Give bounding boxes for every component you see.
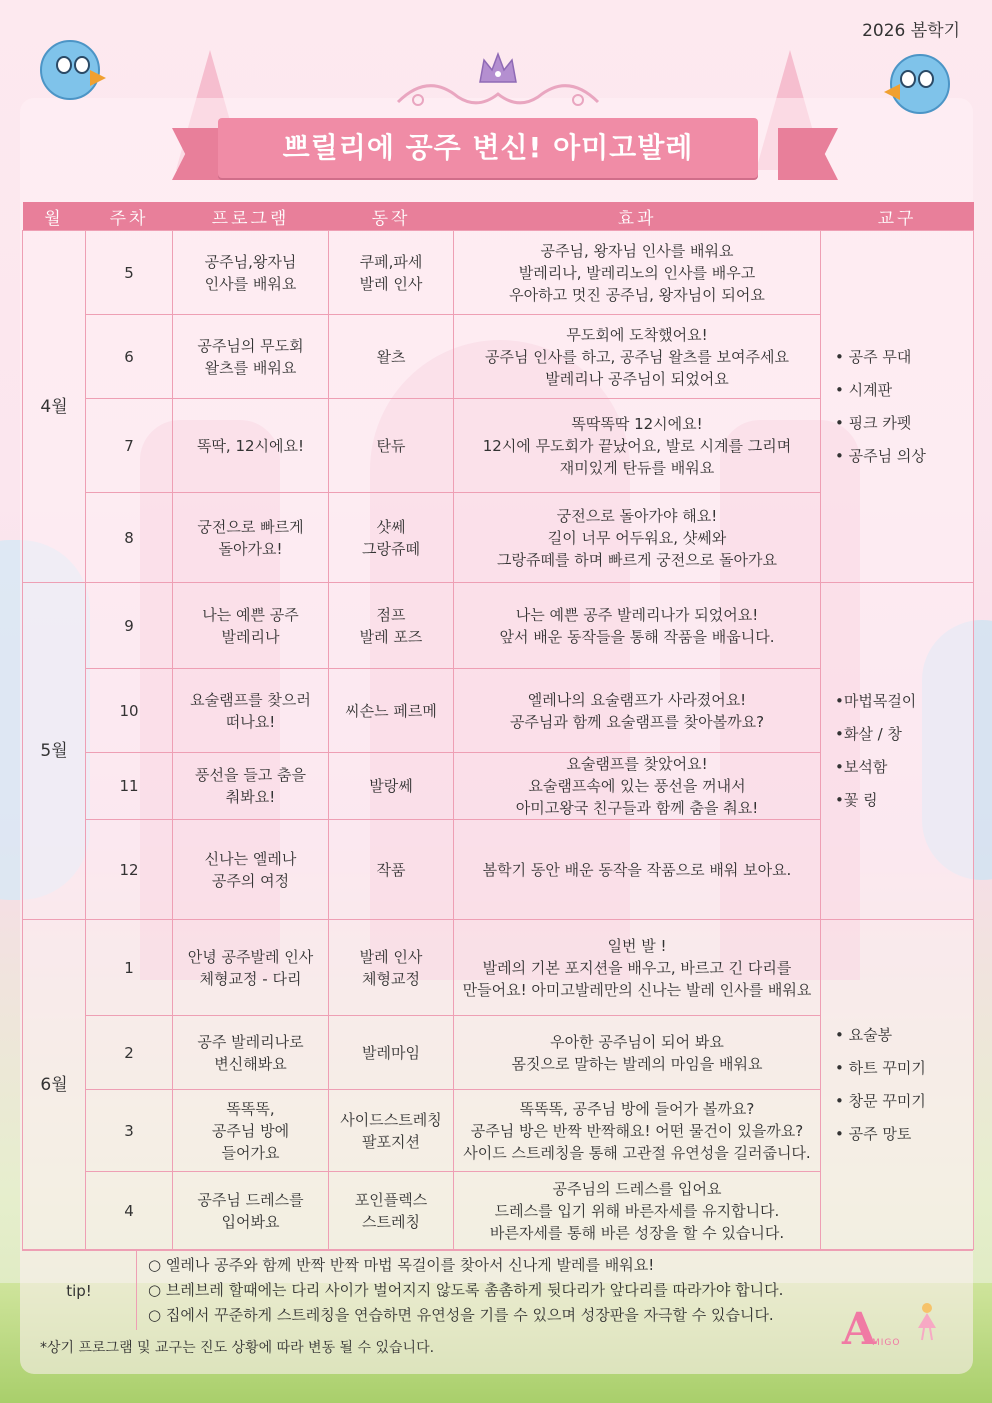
effect-cell: 궁전으로 돌아가야 해요! 길이 너무 어두워요, 샷쎄와 그랑쥬떼를 하며 빠르게 궁전으로 돌아가요: [454, 493, 821, 583]
week-cell: 10: [86, 669, 173, 753]
effect-cell: 똑딱똑딱 12시에요! 12시에 무도회가 끝났어요, 발로 시계를 그리며 재미있게 탄듀를 배워요: [454, 399, 821, 493]
week-cell: 5: [86, 231, 173, 315]
header-program: 프로그램: [173, 202, 329, 231]
week-cell: 7: [86, 399, 173, 493]
week-cell: 12: [86, 820, 173, 920]
program-cell: 요술램프를 찾으러 떠나요!: [173, 669, 329, 753]
movement-cell: 발랑쎄: [329, 753, 454, 820]
program-cell: 똑똑똑, 공주님 방에 들어가요: [173, 1090, 329, 1172]
week-cell: 2: [86, 1016, 173, 1090]
week-cell: 3: [86, 1090, 173, 1172]
effect-cell: 공주님의 드레스를 입어요 드레스를 입기 위해 바른자세를 유지합니다. 바른자세를 통해 바른 성장을 할 수 있습니다.: [454, 1172, 821, 1250]
ballerina-icon: [914, 1302, 940, 1342]
month-cell: 4월: [23, 231, 86, 583]
header-movement: 동작: [329, 202, 454, 231]
logo-letter: A: [842, 1304, 877, 1355]
program-cell: 풍선을 들고 춤을 춰봐요!: [173, 753, 329, 820]
program-cell: 안녕 공주발레 인사 체형교정 - 다리: [173, 920, 329, 1016]
week-cell: 4: [86, 1172, 173, 1250]
movement-cell: 왈츠: [329, 315, 454, 399]
movement-cell: 작품: [329, 820, 454, 920]
bluebird-left-illustration: [30, 26, 110, 106]
crown-icon: [478, 52, 518, 86]
effect-cell: 요술램프를 찾았어요! 요술램프속에 있는 풍선을 꺼내서 아미고왕국 친구들과 함께 춤을 춰요!: [454, 753, 821, 820]
tip-line: ○ 브레브레 할때에는 다리 사이가 벌어지지 않도록 촘촘하게 뒷다리가 앞다리를 따라가야 합니다.: [148, 1281, 784, 1299]
header-week: 주차: [86, 202, 173, 231]
week-cell: 8: [86, 493, 173, 583]
program-cell: 공주님의 무도회 왈츠를 배워요: [173, 315, 329, 399]
effect-cell: 우아한 공주님이 되어 봐요 몸짓으로 말하는 발레의 마임을 배워요: [454, 1016, 821, 1090]
effect-cell: 일번 발 ! 발레의 기본 포지션을 배우고, 바르고 긴 다리를 만들어요! 아미고발레만의 신나는 발레 인사를 배워요: [454, 920, 821, 1016]
table-row: [23, 231, 974, 315]
movement-cell: 씨손느 페르메: [329, 669, 454, 753]
program-cell: 신나는 엘레나 공주의 여정: [173, 820, 329, 920]
tip-line: ○ 집에서 꾸준하게 스트레칭을 연습하면 유연성을 기를 수 있으며 성장판을 자극할 수 있습니다.: [148, 1306, 774, 1324]
movement-cell: 포인플렉스 스트레칭: [329, 1172, 454, 1250]
tools-cell: • 공주 무대 • 시계판 • 핑크 카펫 • 공주님 의상: [821, 231, 974, 583]
week-cell: 1: [86, 920, 173, 1016]
season-label: 2026 봄학기: [862, 21, 960, 41]
movement-cell: 사이드스트레칭 팔포지션: [329, 1090, 454, 1172]
bluebird-right-illustration: [880, 40, 960, 120]
effect-cell: 무도회에 도착했어요! 공주님 인사를 하고, 공주님 왈츠를 보여주세요 발레리나 공주님이 되었어요: [454, 315, 821, 399]
tip-label: tip!: [22, 1251, 137, 1331]
month-cell: 5월: [23, 583, 86, 920]
effect-cell: 공주님, 왕자님 인사를 배워요 발레리나, 발레리노의 인사를 배우고 우아하고 멋진 공주님, 왕자님이 되어요: [454, 231, 821, 315]
logo-text: MIGO: [872, 1338, 901, 1348]
tips-table: [22, 1250, 973, 1330]
program-cell: 공주님 드레스를 입어봐요: [173, 1172, 329, 1250]
footnote: *상기 프로그램 및 교구는 진도 상황에 따라 변동 될 수 있습니다.: [40, 1340, 435, 1356]
movement-cell: 쿠페,파세 발레 인사: [329, 231, 454, 315]
table-header-row: [23, 202, 974, 231]
page-title: 쁘릴리에 공주 변신! 아미고발레: [282, 131, 694, 164]
schedule-table: [22, 202, 974, 1250]
effect-cell: 똑똑똑, 공주님 방에 들어가 볼까요? 공주님 방은 반짝 반짝해요! 어떤 물건이 있을까요? 사이드 스트레칭을 통해 고관절 유연성을 길러줍니다.: [454, 1090, 821, 1172]
month-cell: 6월: [23, 920, 86, 1250]
header-tools: 교구: [821, 202, 974, 231]
table-row: [23, 583, 974, 669]
amigo-logo: [842, 1300, 962, 1360]
table-row: [23, 920, 974, 1016]
effect-cell: 봄학기 동안 배운 동작을 작품으로 배워 보아요.: [454, 820, 821, 920]
header-effect: 효과: [454, 202, 821, 231]
tip-line: ○ 엘레나 공주와 함께 반짝 반짝 마법 목걸이를 찾아서 신나게 발레를 배워요!: [148, 1256, 655, 1274]
movement-cell: 점프 발레 포즈: [329, 583, 454, 669]
effect-cell: 나는 예쁜 공주 발레리나가 되었어요! 앞서 배운 동작들을 통해 작품을 배웁니다.: [454, 583, 821, 669]
tools-cell: •마법목걸이 •화살 / 창 •보석함 •꽃 링: [821, 583, 974, 920]
movement-cell: 탄듀: [329, 399, 454, 493]
program-cell: 나는 예쁜 공주 발레리나: [173, 583, 329, 669]
effect-cell: 엘레나의 요술램프가 사라졌어요! 공주님과 함께 요술램프를 찾아볼까요?: [454, 669, 821, 753]
movement-cell: 발레 인사 체형교정: [329, 920, 454, 1016]
movement-cell: 발레마임: [329, 1016, 454, 1090]
program-cell: 공주님,왕자님 인사를 배워요: [173, 231, 329, 315]
program-cell: 똑딱, 12시에요!: [173, 399, 329, 493]
program-cell: 공주 발레리나로 변신해봐요: [173, 1016, 329, 1090]
movement-cell: 샷쎄 그랑쥬떼: [329, 493, 454, 583]
week-cell: 6: [86, 315, 173, 399]
header-month: 월: [23, 202, 86, 231]
tools-cell: • 요술봉 • 하트 꾸미기 • 창문 꾸미기 • 공주 망토: [821, 920, 974, 1250]
week-cell: 9: [86, 583, 173, 669]
week-cell: 11: [86, 753, 173, 820]
program-cell: 궁전으로 빠르게 돌아가요!: [173, 493, 329, 583]
